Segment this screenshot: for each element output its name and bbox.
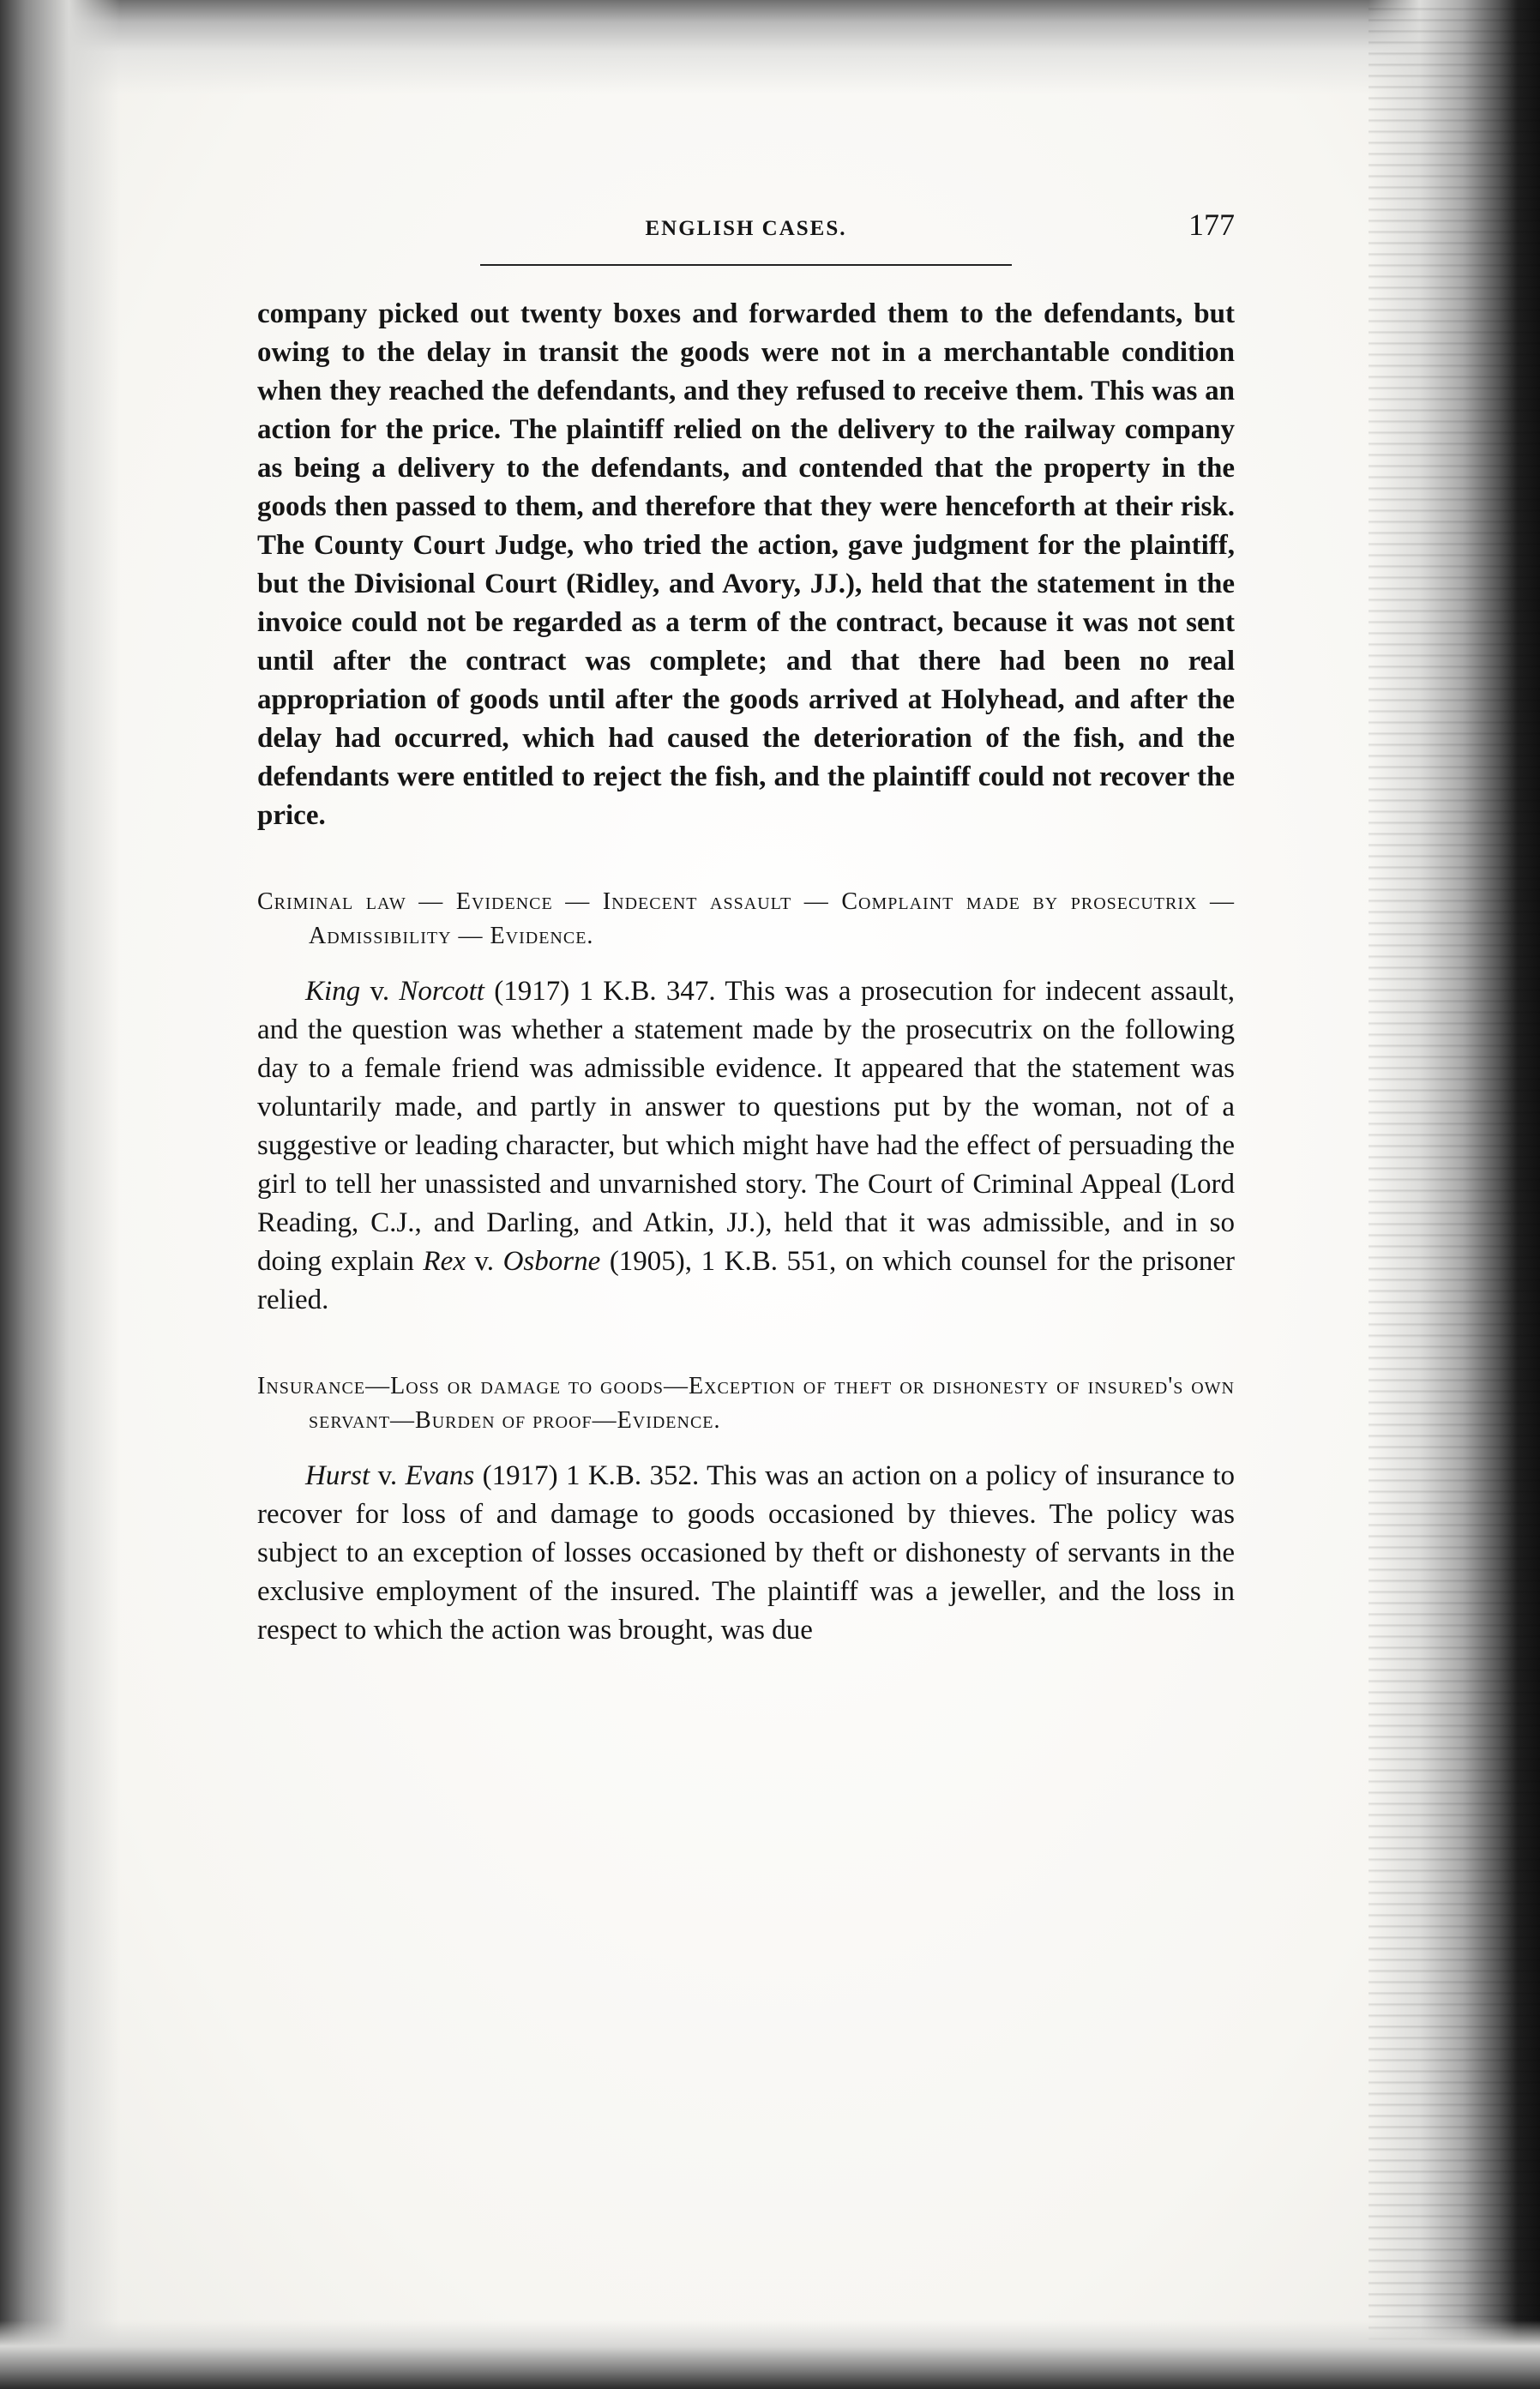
scan-left-edge-shadow [0,0,120,2389]
page-header [257,206,1235,257]
continuation-text: company picked out twenty boxes and forwarded them to the defendants, but owing to the delay in transit the goods were not in a merchantable condition when they reached the defendants, and they refused to receive them. This was an action for the price. The plaintiff relied on the delivery to the railway company as being a delivery to the defendants, and contended that the property in the goods then passed to them, and therefore that they were henceforth at their risk. The County Court Judge, who tried the action, gave judgment for the plaintiff, but the Divisional Court (Ridley, and Avory, JJ.), held that the statement in the invoice could not be regarded as a term of the contract, because it was not sent until after the contract was complete; and that there had been no real appropriation of goods until after the goods arrived at Holyhead, and after the delay had occurred, which had caused the deterioration of the fish, and the defendants were entitled to reject the fish, and the plaintiff could not recover the price. [257,298,1235,831]
header-rule [480,264,1012,266]
case-citation: (1917) 1 K.B. 347. [484,976,725,1007]
case-name-party1: Hurst [305,1460,370,1491]
page-number: 177 [1188,208,1235,242]
scan-bottom-edge-shadow [0,2320,1540,2389]
case-versus: v. [360,976,400,1007]
case-name-party1: King [305,976,361,1007]
case-name-party2: Norcott [399,976,484,1007]
case-versus: v. [370,1460,406,1491]
section-heading-insurance: Insurance—Loss or damage to goods—Exception of theft or dishonesty of insured's own servant—Burden of proof—Evidence. [257,1373,1235,1434]
case-body-continued: (1905), 1 K.B. 551, on which counsel for the prisoner relied. [257,1246,1236,1315]
case-name-party2: Evans [405,1460,475,1491]
cited-case-versus: v. [465,1246,503,1277]
case-body: This was an action on a policy of insurance to recover for loss of and damage to goods occasioned by thieves. The policy was subject to an exception of losses occasioned by theft or dishonesty of servants in the exclusive employment of the insured. The plaintiff was a jeweller, and the loss in respect to which the action was brought, was due [257,1460,1236,1646]
running-head: ENGLISH CASES. [645,217,847,240]
cited-case-party2: Osborne [502,1246,601,1277]
case-paragraph-hurst-v-evans [257,1457,1235,1650]
scan-right-edge-binding [1369,0,1540,2389]
section-heading-criminal-law: Criminal law — Evidence — Indecent assault — Complaint made by prosecutrix — Admissibility — Evidence. [257,888,1235,949]
case-citation: (1917) 1 K.B. 352. [474,1460,707,1491]
cited-case-party1: Rex [423,1246,466,1277]
scan-top-edge-shadow [0,0,1540,94]
continuation-paragraph [257,295,1235,835]
case-body: This was a prosecution for indecent assault, and the question was whether a statement made by the prosecutrix on the following day to a female friend was admissible evidence. It appeared that the statement was voluntarily made, and partly in answer to questions put by the woman, not of a suggestive or leading character, but which might have had the effect of persuading the girl to tell her unassisted and unvarnished story. The Court of Criminal Appeal (Lord Reading, C.J., and Darling, and Atkin, JJ.), held that it was admissible, and in so doing explain [257,976,1235,1277]
case-paragraph-king-v-norcott [257,972,1235,1320]
page-content [257,206,1235,1650]
